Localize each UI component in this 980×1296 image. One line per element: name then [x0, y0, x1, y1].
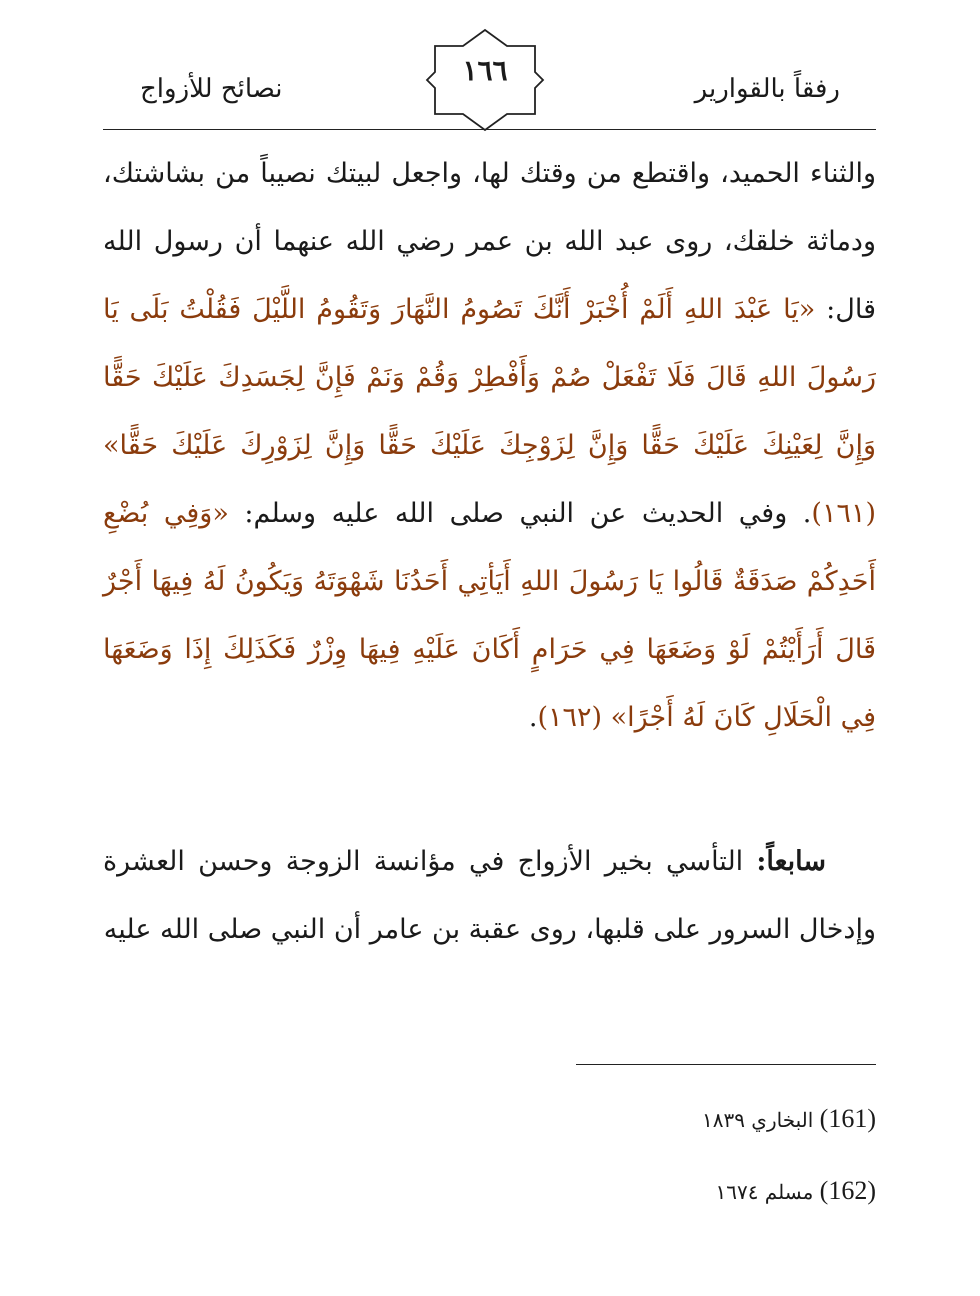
header-divider: [103, 129, 876, 130]
paragraph-intro: والثناء الحميد، واقتطع من وقتك لها، واجعل لبيتك نصيباً من بشاشتك، ودماثة خلقك، روى عبد الله بن عمر رضي الله عنهما أن رسول الله قال:: [103, 158, 877, 325]
footnote-text: البخاري ١٨٣٩: [701, 1108, 814, 1132]
footnote-ref-162: (١٦٢): [537, 702, 611, 733]
footnote-162: [715, 1176, 876, 1206]
book-title: رفقاً بالقوارير: [694, 74, 840, 104]
book-section-title: نصائح للأزواج: [140, 74, 283, 104]
hadith-quote-1: «يَا عَبْدَ اللهِ أَلَمْ أُخْبَرْ أَنَّكَ تَصُومُ النَّهَارَ وَتَقُومُ اللَّيْلَ فَقُلْتُ بَلَى يَا رَسُولَ اللهِ قَالَ فَلَا تَفْعَلْ صُمْ وَأَفْطِرْ وَقُمْ وَنَمْ فَإِنَّ لِجَسَدِكَ عَلَيْكَ حَقًّا وَإِنَّ لِعَيْنِكَ عَلَيْكَ حَقًّا وَإِنَّ لِزَوْجِكَ عَلَيْكَ حَقًّا وَإِنَّ لِزَوْرِكَ عَلَيْكَ حَقًّا»: [103, 294, 876, 461]
page-header: [0, 0, 980, 140]
footnote-161: [702, 1104, 876, 1134]
paragraph-middle: . وفي الحديث عن النبي صلى الله عليه وسلم:: [228, 498, 812, 529]
footnote-divider: [576, 1064, 876, 1065]
paragraph-end: .: [528, 702, 538, 733]
hadith-quote-2: «وَفِي بُضْعِ أَحَدِكُمْ صَدَقَةٌ قَالُوا يَا رَسُولَ اللهِ أَيَأتِي أَحَدُنَا شَهْوَتَهُ وَيَكُونُ لَهُ فِيهَا أَجْرٌ قَالَ أَرَأَيْتُمْ لَوْ وَضَعَهَا فِي حَرَامٍ أَكَانَ عَلَيْهِ فِيهَا وِزْرٌ فَكَذَلِكَ إِذَا وَضَعَهَا فِي الْحَلَالِ كَانَ لَهُ أَجْرًا»: [103, 498, 876, 733]
page-number: ١٦٦: [462, 54, 508, 87]
page-number-badge: [425, 28, 545, 132]
paragraph-seventh-text: التأسي بخير الأزواج في مؤانسة الزوجة وحسن العشرة وإدخال السرور على قلبها، روى عقبة بن عامر أن النبي صلى الله عليه: [103, 846, 876, 945]
footnote-number: (162): [819, 1176, 876, 1205]
footnote-text: مسلم ١٦٧٤: [715, 1180, 814, 1204]
footnote-number: (161): [819, 1104, 876, 1133]
section-label: سابعاً:: [756, 846, 826, 877]
paragraph-seventh-point: [103, 828, 876, 964]
paragraph-hadith: [103, 140, 876, 752]
footnote-ref-161: (١٦١): [811, 498, 876, 529]
